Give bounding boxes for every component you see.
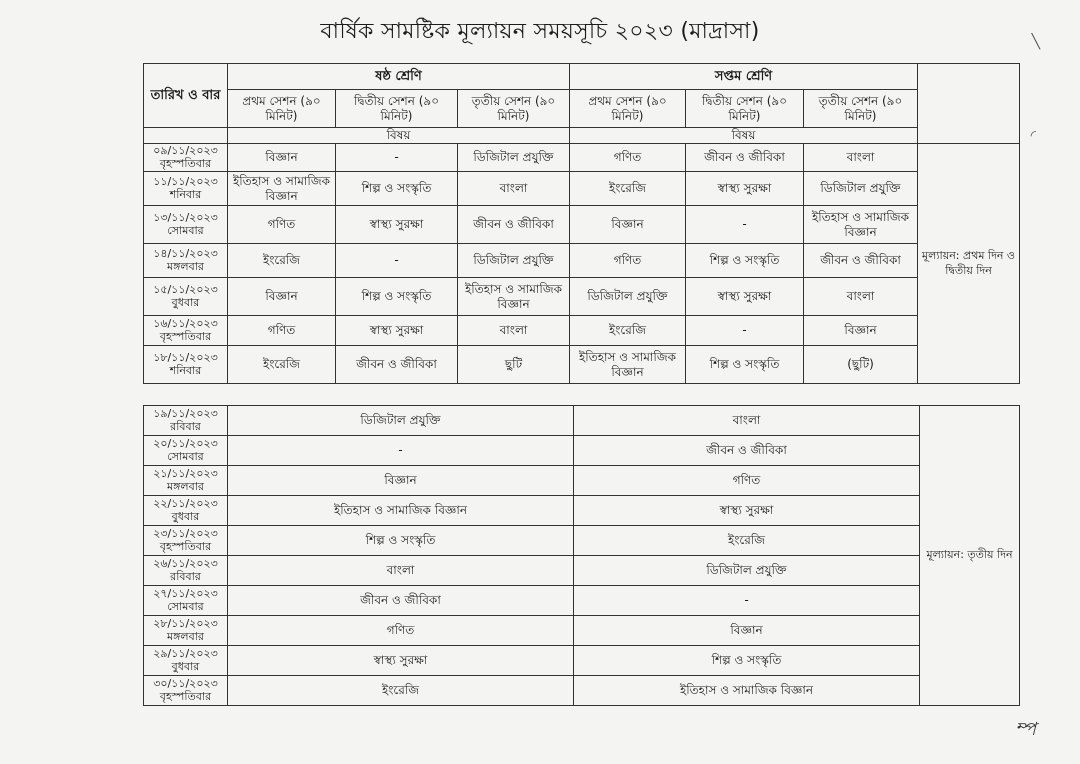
class6-subject-cell: স্বাস্থ্য সুরক্ষা bbox=[336, 316, 458, 346]
scan-mark: ╲ bbox=[1031, 34, 1040, 50]
date-cell bbox=[144, 616, 228, 646]
subject-header: বিষয় bbox=[228, 128, 570, 144]
schedule-table-part-2 bbox=[143, 405, 1020, 706]
header-blank-cell bbox=[918, 64, 1020, 144]
table-row bbox=[144, 346, 1020, 384]
date-text: ২৮/১১/২০২৩ bbox=[153, 616, 218, 630]
table-row bbox=[144, 556, 1020, 586]
date-column-header: তারিখ ও বার bbox=[144, 64, 228, 128]
date-text: ১৩/১১/২০২৩ bbox=[153, 210, 218, 224]
class7-subject-cell: ইতিহাস ও সামাজিক বিজ্ঞান bbox=[570, 346, 686, 384]
class6-subject-cell: শিল্প ও সংস্কৃতি bbox=[336, 278, 458, 316]
class6-subject-cell: ডিজিটাল প্রযুক্তি bbox=[458, 244, 570, 278]
class7-subject-cell: বিজ্ঞান bbox=[804, 316, 918, 346]
class6-subject-cell: স্বাস্থ্য সুরক্ষা bbox=[336, 206, 458, 244]
table-row bbox=[144, 526, 1020, 556]
class7-header: সপ্তম শ্রেণি bbox=[570, 64, 918, 90]
class6-subject-cell: ইতিহাস ও সামাজিক বিজ্ঞান bbox=[228, 496, 574, 526]
table-row bbox=[144, 586, 1020, 616]
table-row bbox=[144, 144, 1020, 172]
class7-subject-cell: জীবন ও জীবিকা bbox=[574, 436, 920, 466]
class6-subject-cell: শিল্প ও সংস্কৃতি bbox=[228, 526, 574, 556]
class7-subject-cell: ডিজিটাল প্রযুক্তি bbox=[570, 278, 686, 316]
table-row bbox=[144, 466, 1020, 496]
class7-subject-cell: - bbox=[686, 316, 804, 346]
session-header: দ্বিতীয় সেশন (৯০ মিনিট) bbox=[336, 90, 458, 128]
class6-subject-cell: ইংরেজি bbox=[228, 244, 336, 278]
class6-subject-cell: বিজ্ঞান bbox=[228, 144, 336, 172]
date-cell bbox=[144, 278, 228, 316]
day-text: বৃহস্পতিবার bbox=[159, 689, 212, 703]
table-row bbox=[144, 316, 1020, 346]
table-row bbox=[144, 406, 1020, 436]
class7-subject-cell: ইতিহাস ও সামাজিক বিজ্ঞান bbox=[574, 676, 920, 706]
date-text: ২৯/১১/২০২৩ bbox=[153, 646, 218, 660]
class7-subject-cell: স্বাস্থ্য সুরক্ষা bbox=[686, 172, 804, 206]
session-header: তৃতীয় সেশন (৯০ মিনিট) bbox=[458, 90, 570, 128]
table-row bbox=[144, 616, 1020, 646]
class6-subject-cell: জীবন ও জীবিকা bbox=[228, 586, 574, 616]
table-row bbox=[144, 172, 1020, 206]
class6-subject-cell: - bbox=[336, 244, 458, 278]
date-cell bbox=[144, 676, 228, 706]
class6-subject-cell: বাংলা bbox=[458, 172, 570, 206]
class7-subject-cell: বিজ্ঞান bbox=[570, 206, 686, 244]
day-text: বৃহস্পতিবার bbox=[159, 329, 212, 343]
date-text: ২১/১১/২০২৩ bbox=[153, 466, 218, 480]
date-text: ১৪/১১/২০২৩ bbox=[153, 246, 218, 260]
scan-mark: ◜ bbox=[1030, 128, 1036, 144]
class6-subject-cell: জীবন ও জীবিকা bbox=[458, 206, 570, 244]
day-text: রবিবার bbox=[170, 569, 201, 583]
table-row bbox=[144, 436, 1020, 466]
class7-subject-cell: বাংলা bbox=[804, 144, 918, 172]
class6-subject-cell: বাংলা bbox=[228, 556, 574, 586]
class6-subject-cell: স্বাস্থ্য সুরক্ষা bbox=[228, 646, 574, 676]
date-text: ১৮/১১/২০২৩ bbox=[153, 350, 218, 364]
class6-subject-cell: ইতিহাস ও সামাজিক বিজ্ঞান bbox=[458, 278, 570, 316]
signature: ম্প bbox=[1015, 719, 1036, 740]
class7-subject-cell: জীবন ও জীবিকা bbox=[686, 144, 804, 172]
day-text: মঙ্গলবার bbox=[167, 259, 204, 273]
class6-subject-cell: ডিজিটাল প্রযুক্তি bbox=[458, 144, 570, 172]
session-header: দ্বিতীয় সেশন (৯০ মিনিট) bbox=[686, 90, 804, 128]
day-text: বুধবার bbox=[171, 509, 200, 523]
subheader-blank-cell bbox=[144, 128, 228, 144]
class7-subject-cell: ইংরেজি bbox=[574, 526, 920, 556]
class6-header: ষষ্ঠ শ্রেণি bbox=[228, 64, 570, 90]
class7-subject-cell: স্বাস্থ্য সুরক্ষা bbox=[574, 496, 920, 526]
date-text: ৩০/১১/২০২৩ bbox=[153, 676, 218, 690]
class6-subject-cell: বিজ্ঞান bbox=[228, 466, 574, 496]
date-cell bbox=[144, 316, 228, 346]
date-cell bbox=[144, 646, 228, 676]
date-text: ২২/১১/২০২৩ bbox=[153, 496, 218, 510]
class6-subject-cell: গণিত bbox=[228, 206, 336, 244]
day-text: বৃহস্পতিবার bbox=[159, 156, 212, 170]
date-text: ২০/১১/২০২৩ bbox=[153, 436, 218, 450]
class7-subject-cell: গণিত bbox=[570, 244, 686, 278]
day-text: সোমবার bbox=[167, 449, 204, 463]
document-title: বার্ষিক সামষ্টিক মূল্যায়ন সময়সূচি ২০২৩ (মাদ্রাসা) bbox=[320, 19, 760, 44]
date-cell bbox=[144, 466, 228, 496]
class7-subject-cell: স্বাস্থ্য সুরক্ষা bbox=[686, 278, 804, 316]
day-text: সোমবার bbox=[167, 599, 204, 613]
class7-subject-cell: (ছুটি) bbox=[804, 346, 918, 384]
class7-subject-cell: ইংরেজি bbox=[570, 172, 686, 206]
date-cell bbox=[144, 496, 228, 526]
session-header: প্রথম সেশন (৯০ মিনিট) bbox=[228, 90, 336, 128]
class6-subject-cell: - bbox=[336, 144, 458, 172]
date-cell bbox=[144, 244, 228, 278]
class6-subject-cell: জীবন ও জীবিকা bbox=[336, 346, 458, 384]
class7-subject-cell: শিল্প ও সংস্কৃতি bbox=[686, 346, 804, 384]
date-text: ২৭/১১/২০২৩ bbox=[153, 586, 218, 600]
date-text: ০৯/১১/২০২৩ bbox=[153, 143, 218, 157]
date-cell bbox=[144, 436, 228, 466]
class6-subject-cell: ইংরেজি bbox=[228, 346, 336, 384]
date-text: ২৩/১১/২০২৩ bbox=[153, 526, 218, 540]
day-text: রবিবার bbox=[170, 419, 201, 433]
day-text: মঙ্গলবার bbox=[167, 479, 204, 493]
date-text: ১৬/১১/২০২৩ bbox=[153, 316, 218, 330]
session-header: প্রথম সেশন (৯০ মিনিট) bbox=[570, 90, 686, 128]
table-row bbox=[144, 646, 1020, 676]
day-text: বুধবার bbox=[171, 659, 200, 673]
class7-subject-cell: জীবন ও জীবিকা bbox=[804, 244, 918, 278]
class7-subject-cell: গণিত bbox=[570, 144, 686, 172]
class7-subject-cell: বাংলা bbox=[574, 406, 920, 436]
class7-subject-cell: ইংরেজি bbox=[570, 316, 686, 346]
date-cell bbox=[144, 144, 228, 172]
class7-subject-cell: - bbox=[686, 206, 804, 244]
class6-subject-cell: বাংলা bbox=[458, 316, 570, 346]
date-cell bbox=[144, 346, 228, 384]
date-text: ১৫/১১/২০২৩ bbox=[153, 282, 218, 296]
class7-subject-cell: বাংলা bbox=[804, 278, 918, 316]
subject-header: বিষয় bbox=[570, 128, 918, 144]
date-cell bbox=[144, 206, 228, 244]
day-text: বুধবার bbox=[171, 295, 200, 309]
day-text: সোমবার bbox=[167, 223, 204, 237]
date-cell bbox=[144, 526, 228, 556]
date-text: ২৬/১১/২০২৩ bbox=[153, 556, 218, 570]
class7-subject-cell: শিল্প ও সংস্কৃতি bbox=[686, 244, 804, 278]
evaluation-note: মূল্যায়ন: তৃতীয় দিন bbox=[920, 406, 1020, 706]
table-row bbox=[144, 676, 1020, 706]
class6-subject-cell: গণিত bbox=[228, 316, 336, 346]
day-text: বৃহস্পতিবার bbox=[159, 539, 212, 553]
table-row bbox=[144, 496, 1020, 526]
session-header: তৃতীয় সেশন (৯০ মিনিট) bbox=[804, 90, 918, 128]
class7-subject-cell: গণিত bbox=[574, 466, 920, 496]
class6-subject-cell: ইংরেজি bbox=[228, 676, 574, 706]
class7-subject-cell: ডিজিটাল প্রযুক্তি bbox=[804, 172, 918, 206]
date-cell bbox=[144, 172, 228, 206]
date-cell bbox=[144, 586, 228, 616]
class7-subject-cell: শিল্প ও সংস্কৃতি bbox=[574, 646, 920, 676]
schedule-table-part-1 bbox=[143, 63, 1020, 384]
class6-subject-cell: - bbox=[228, 436, 574, 466]
class7-subject-cell: ডিজিটাল প্রযুক্তি bbox=[574, 556, 920, 586]
date-cell bbox=[144, 556, 228, 586]
date-cell bbox=[144, 406, 228, 436]
class6-subject-cell: গণিত bbox=[228, 616, 574, 646]
table-row bbox=[144, 206, 1020, 244]
date-text: ১১/১১/২০২৩ bbox=[153, 174, 218, 188]
day-text: মঙ্গলবার bbox=[167, 629, 204, 643]
table-row bbox=[144, 278, 1020, 316]
class6-subject-cell: ছুটি bbox=[458, 346, 570, 384]
class6-subject-cell: শিল্প ও সংস্কৃতি bbox=[336, 172, 458, 206]
table-row bbox=[144, 244, 1020, 278]
class6-subject-cell: বিজ্ঞান bbox=[228, 278, 336, 316]
date-text: ১৯/১১/২০২৩ bbox=[153, 406, 218, 420]
class7-subject-cell: ইতিহাস ও সামাজিক বিজ্ঞান bbox=[804, 206, 918, 244]
class6-subject-cell: ডিজিটাল প্রযুক্তি bbox=[228, 406, 574, 436]
day-text: শনিবার bbox=[169, 363, 202, 377]
evaluation-note: মূল্যায়ন: প্রথম দিন ও দ্বিতীয় দিন bbox=[918, 144, 1020, 384]
day-text: শনিবার bbox=[169, 187, 202, 201]
class7-subject-cell: বিজ্ঞান bbox=[574, 616, 920, 646]
class7-subject-cell: - bbox=[574, 586, 920, 616]
class6-subject-cell: ইতিহাস ও সামাজিক বিজ্ঞান bbox=[228, 172, 336, 206]
